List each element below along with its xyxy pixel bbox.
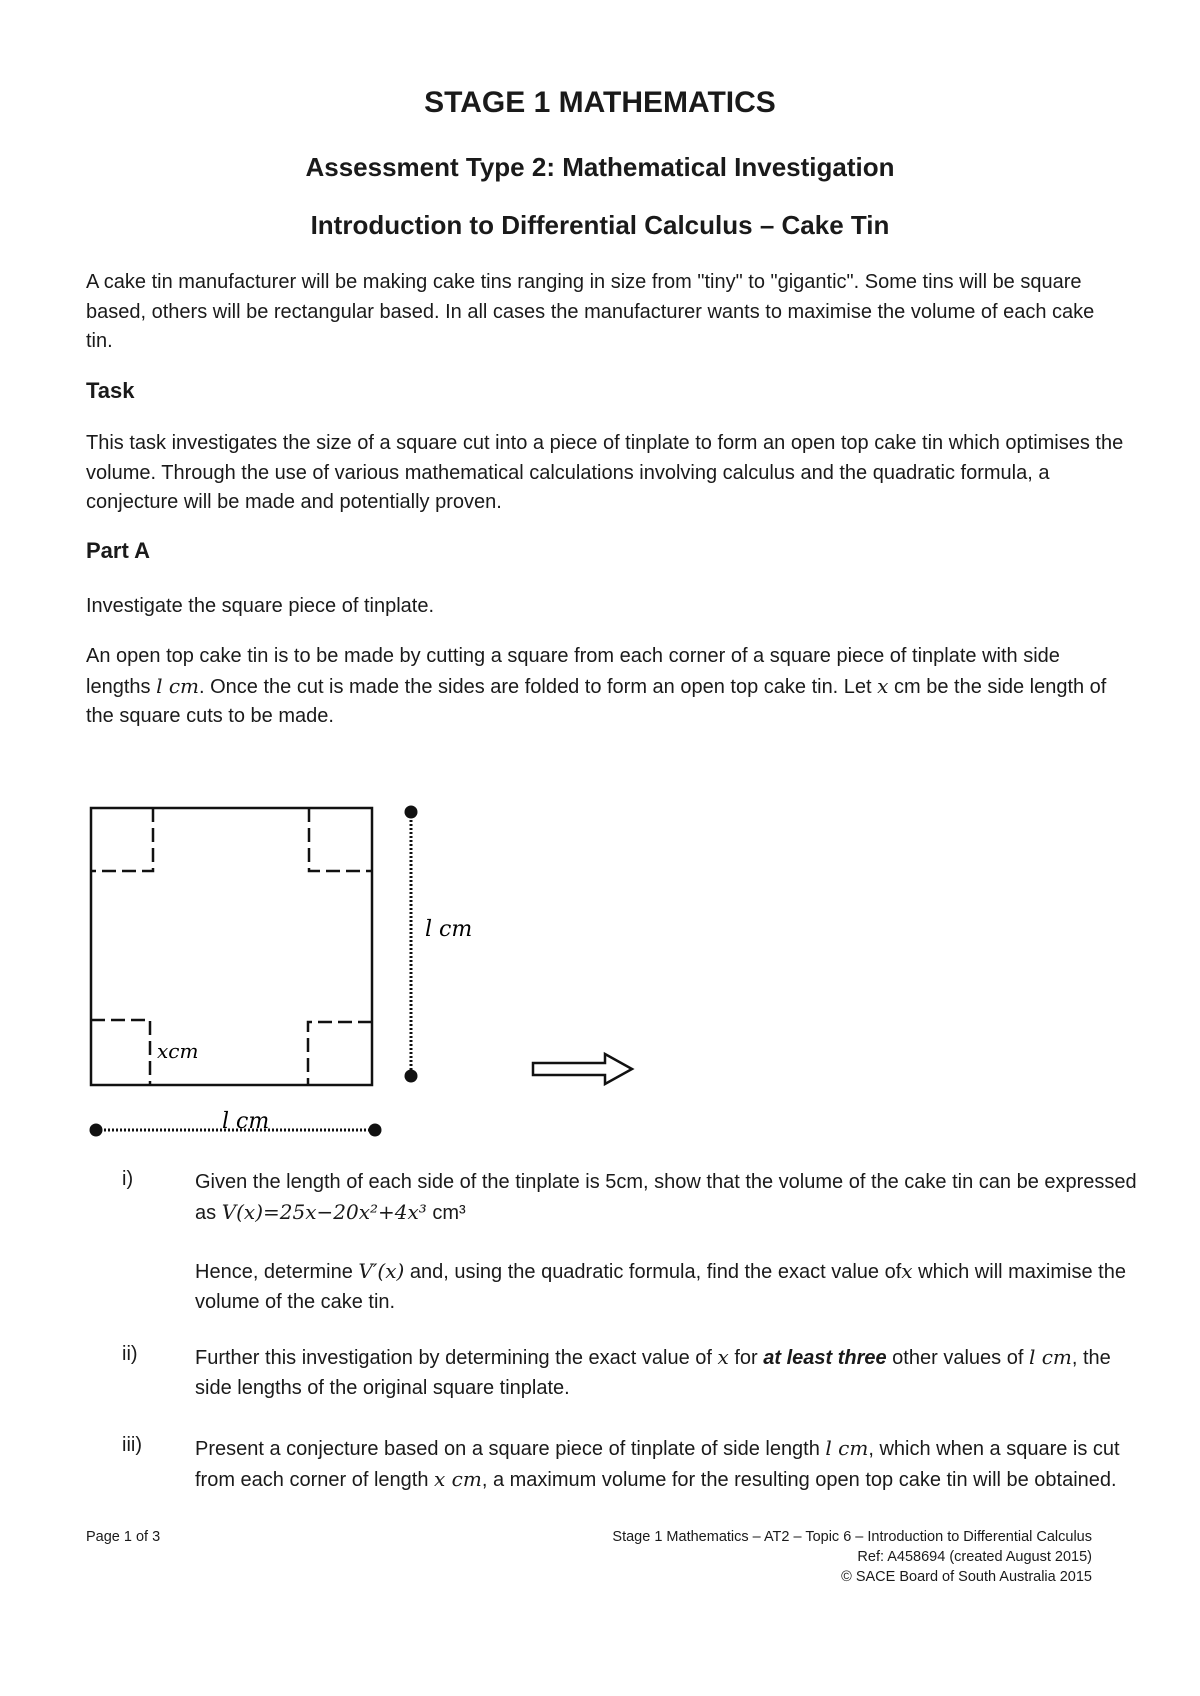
- derivative-term: V′(x): [358, 1259, 405, 1283]
- corner-cut-bottom-right: [308, 1022, 372, 1085]
- task-heading: Task: [86, 378, 135, 403]
- vertical-side-label: l cm: [425, 917, 473, 942]
- footer-page-number: Page 1 of 3: [86, 1529, 161, 1545]
- intro-paragraph: A cake tin manufacturer will be making cake tins ranging in size from "tiny" to "gigantic". Some tins will be square based, others will be rectangular based. In all cases the manufacturer wants to maximise the volume of each cake tin.: [86, 271, 1095, 352]
- question-1-hence: Hence, determine V′(x) and, using the quadratic formula, find the exact value ofx which will maximise the volume of the cake tin.: [195, 1259, 1126, 1313]
- topic-title: Introduction to Differential Calculus – Cake Tin: [310, 210, 890, 240]
- question-1-label: i): [122, 1168, 134, 1190]
- task-paragraph: This task investigates the size of a square cut into a piece of tinplate to form an open top cake tin which optimises the volume. Through the use of various mathematical calculations involving calculus and the quadratic formula, a conjecture will be made and potentially proven.: [86, 432, 1124, 513]
- horizontal-dimension-left-dot: [90, 1124, 103, 1137]
- emphasis-at-least-three: at least three: [763, 1347, 887, 1369]
- arrow-icon: [533, 1054, 632, 1084]
- lcm-term: l cm: [156, 673, 199, 698]
- cut-length-label: xcm: [157, 1039, 199, 1063]
- question-2-label: ii): [122, 1343, 138, 1365]
- vertical-dimension-top-dot: [405, 806, 418, 819]
- horizontal-side-label: l cm: [222, 1109, 270, 1134]
- tinplate-square: [91, 808, 372, 1085]
- page-title: STAGE 1 MATHEMATICS: [424, 86, 776, 119]
- corner-cut-top-right: [309, 808, 372, 871]
- horizontal-dimension-right-dot: [369, 1124, 382, 1137]
- corner-cut-bottom-left: [91, 1020, 150, 1085]
- footer-reference: [612, 1527, 1092, 1587]
- part-a-description: An open top cake tin is to be made by cutting a square from each corner of a square piece of tinplate with side lengths l cm. Once the cut is made the sides are folded to form an open top cake tin. Let x cm be the side length of the square cuts to be made.: [86, 645, 1107, 727]
- corner-cut-top-left: [91, 808, 153, 871]
- question-3-label: iii): [122, 1434, 142, 1456]
- question-3-text: Present a conjecture based on a square piece of tinplate of side length l cm, which when a square is cut from each corner of length x cm, a maximum volume for the resulting open top cake tin will be obtained.: [195, 1436, 1120, 1491]
- footer-course: Stage 1 Mathematics – AT2 – Topic 6 – Introduction to Differential Calculus: [612, 1529, 1092, 1545]
- part-a-intro: Investigate the square piece of tinplate.: [86, 595, 435, 617]
- vertical-dimension-bottom-dot: [405, 1070, 418, 1083]
- footer-copyright: © SACE Board of South Australia 2015: [841, 1569, 1092, 1585]
- tinplate-diagram: [0, 780, 700, 1140]
- part-a-heading: Part A: [86, 538, 150, 563]
- volume-formula: V(x)=25x−20x²+4x³: [221, 1200, 427, 1224]
- x-term: x: [877, 673, 889, 698]
- assessment-subtitle: Assessment Type 2: Mathematical Investigation: [305, 152, 895, 182]
- question-1-text: Given the length of each side of the tinplate is 5cm, show that the volume of the cake tin can be expressed as V(x)=25x−20x²+4x³ cm³: [195, 1171, 1137, 1224]
- footer-ref: Ref: A458694 (created August 2015): [857, 1549, 1092, 1565]
- question-2-text: Further this investigation by determining the exact value of x for at least three other values of l cm, the side lengths of the original square tinplate.: [195, 1345, 1111, 1399]
